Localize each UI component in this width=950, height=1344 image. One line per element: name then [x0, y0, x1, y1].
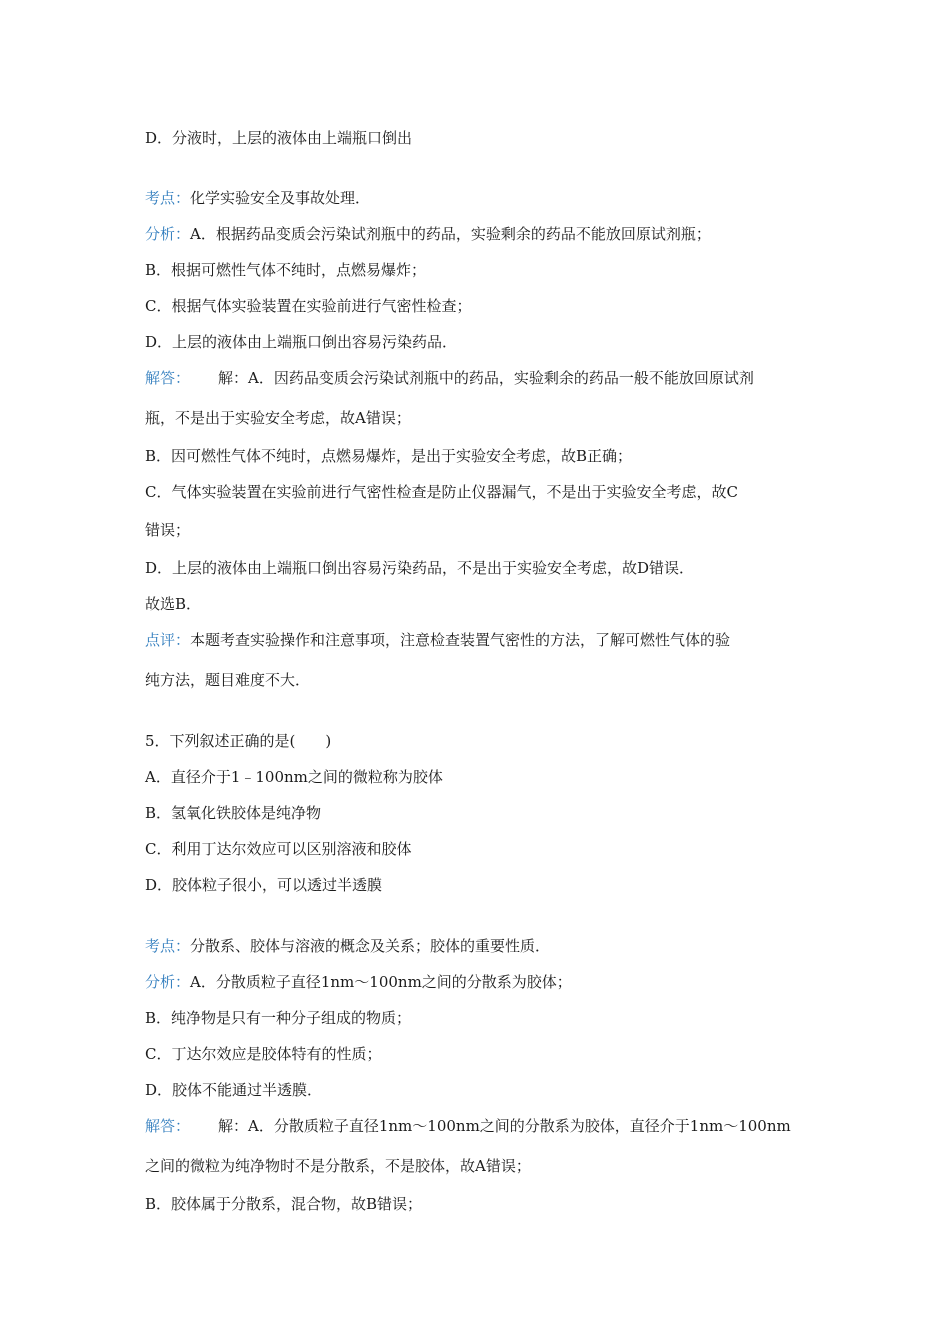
jieda-line: 故选B．: [145, 595, 202, 613]
fenxi-line: C．丁达尔效应是胶体特有的性质；: [145, 1045, 382, 1063]
q5-option-b: B．氢氧化铁胶体是纯净物: [145, 804, 322, 822]
fenxi-line: D．胶体不能通过半透膜．: [145, 1081, 323, 1099]
dianping-line: 纯方法，题目难度不大．: [145, 671, 311, 689]
fenxi-label: 分析：: [145, 225, 191, 243]
jieda-line: D．上层的液体由上端瓶口倒出容易污染药品，不是出于实验安全考虑，故D错误．: [145, 559, 695, 577]
q5-option-d: D．胶体粒子很小，可以透过半透膜: [145, 876, 383, 894]
fenxi-line: D．上层的液体由上端瓶口倒出容易污染药品．: [145, 333, 458, 351]
fenxi-line: A．根据药品变质会污染试剂瓶中的药品，实验剩余的药品不能放回原试剂瓶；: [190, 225, 711, 243]
dianping-line: 本题考查实验操作和注意事项，注意检查装置气密性的方法，了解可燃性气体的验: [190, 631, 731, 649]
fenxi-line: B．纯净物是只有一种分子组成的物质；: [145, 1009, 412, 1027]
kaodian-label: 考点：: [145, 937, 191, 955]
jieda-line: 瓶，不是出于实验安全考虑，故A错误；: [145, 409, 411, 427]
kaodian-text: 分散系、胶体与溶液的概念及关系；胶体的重要性质．: [190, 937, 551, 955]
kaodian-label: 考点：: [145, 189, 191, 207]
jieda-line: B．因可燃性气体不纯时，点燃易爆炸，是出于实验安全考虑，故B正确；: [145, 447, 633, 465]
jieda-label: 解答：: [145, 369, 191, 387]
q5-option-a: A．直径介于1﹣100nm之间的微粒称为胶体: [145, 768, 443, 786]
q4-jieda: [145, 368, 754, 388]
q4-fenxi: [145, 224, 711, 244]
q5-option-c: C．利用丁达尔效应可以区别溶液和胶体: [145, 840, 412, 858]
dianping-label: 点评：: [145, 631, 191, 649]
jieda-line: 之间的微粒为纯净物时不是分散系，不是胶体，故A错误；: [145, 1157, 531, 1175]
jieda-line: 解：A．分散质粒子直径1nm～100nm之间的分散系为胶体，直径介于1nm～100nm: [218, 1117, 791, 1135]
jieda-line: B．胶体属于分散系，混合物，故B错误；: [145, 1195, 423, 1213]
jieda-label: 解答：: [145, 1117, 191, 1135]
jieda-line: 解：A．因药品变质会污染试剂瓶中的药品，实验剩余的药品一般不能放回原试剂: [218, 369, 754, 387]
q4-kaodian: [145, 188, 370, 208]
q4-option-d: D．分液时，上层的液体由上端瓶口倒出: [145, 129, 413, 147]
q5-fenxi: [145, 972, 572, 992]
q5-kaodian: [145, 936, 550, 956]
fenxi-label: 分析：: [145, 973, 191, 991]
fenxi-line: C．根据气体实验装置在实验前进行气密性检查；: [145, 297, 472, 315]
jieda-line: 错误；: [145, 521, 191, 539]
fenxi-line: A．分散质粒子直径1nm～100nm之间的分散系为胶体；: [190, 973, 572, 991]
jieda-line: C．气体实验装置在实验前进行气密性检查是防止仪器漏气，不是出于实验安全考虑，故C: [145, 483, 738, 501]
q5-jieda: [145, 1116, 791, 1136]
kaodian-text: 化学实验安全及事故处理．: [190, 189, 371, 207]
q4-dianping: [145, 630, 730, 650]
fenxi-line: B．根据可燃性气体不纯时，点燃易爆炸；: [145, 261, 427, 279]
q5-question: 5．下列叙述正确的是( ): [145, 732, 332, 750]
